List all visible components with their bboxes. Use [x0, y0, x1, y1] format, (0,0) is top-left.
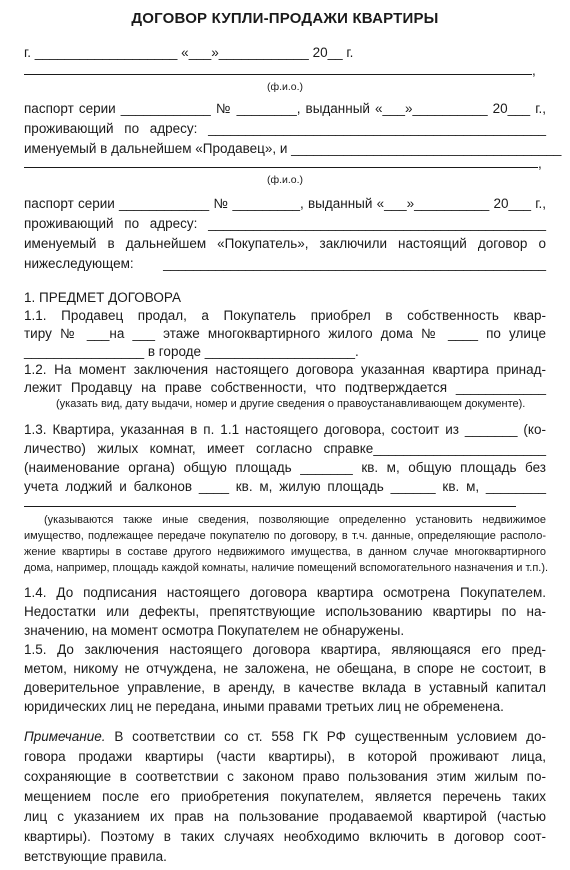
- clause-1-4-line: 1.4. До подписания настоящего договора квартира осмотрена Покупателем.: [24, 585, 546, 600]
- seller-named-line: именуемый в дальнейшем «Продавец», и ____________________________________: [24, 141, 562, 156]
- clause-1-5-line: метом, никому не отчуждена, не заложена, не обещана, в споре не состоит, в: [24, 661, 546, 676]
- seller-passport-line: паспорт серии ____________ № ________, выданный «___»__________ 20___ г.,: [24, 101, 546, 116]
- clause-1-3-line: личество) жилых комнат, имеет согласно справке_______________________: [24, 441, 546, 456]
- clause-1-3-note: имущество, подлежащее передаче покупателю по договору, в т.ч. данные, определяющие располо-: [24, 530, 546, 542]
- buyer-passport-line: паспорт серии ____________ № _________, выданный «___»__________ 20___ г.,: [24, 196, 546, 211]
- clause-1-3-note: дома, например, площадь каждой комнаты, наличие помещений вспомогательного назначения и т.п.).: [24, 562, 549, 574]
- buyer-address-line: проживающий по адресу: _____________________________________________: [24, 216, 546, 231]
- buyer-following-line: нижеследующем: ___________________________________________________: [24, 256, 546, 271]
- note-line: сохраняющие в соответствии с законом право пользования этим жилым по-: [24, 769, 546, 784]
- clause-1-3-note: жение квартиры в составе другого недвижимого имущества, в данном случае многоквартирного: [24, 546, 546, 558]
- clause-1-2-line: лежит Продавцу на праве собственности, что подтверждается ____________: [24, 380, 546, 395]
- note-line: лиц с указанием их прав на пользование продаваемой квартирой (частью: [24, 809, 546, 824]
- clause-1-4-line: значению, на момент осмотра Покупателем не обнаружены.: [24, 623, 405, 638]
- clause-1-3-line: учета лоджий и балконов ____ кв. м, жилую площадь ______ кв. м, ________: [24, 479, 546, 494]
- clause-1-3-rule: [24, 506, 516, 507]
- comma: ,: [532, 63, 536, 78]
- clause-1-5-line: юридических лиц не передана, иными правами третьих лиц не обременена.: [24, 699, 504, 714]
- note-label: Примечание.: [24, 729, 106, 744]
- buyer-named-line: именуемый в дальнейшем «Покупатель», заключили настоящий договор о: [24, 236, 546, 251]
- clause-1-2-note: (указать вид, дату выдачи, номер и другие сведения о правоустанавливающем документе).: [56, 398, 526, 410]
- clause-1-1-line: ________________ в городе ____________________.: [24, 344, 359, 359]
- section-1-title: 1. ПРЕДМЕТ ДОГОВОРА: [24, 290, 181, 305]
- clause-1-2-line: 1.2. На момент заключения настоящего договора указанная квартира принад-: [24, 362, 546, 377]
- document-title: ДОГОВОР КУПЛИ-ПРОДАЖИ КВАРТИРЫ: [131, 10, 439, 27]
- note-line: ветствующие правила.: [24, 849, 167, 864]
- note-line: квартиры). Поэтому в таких случаях необходимо включить в договор соот-: [24, 829, 546, 844]
- clause-1-1-line: 1.1. Продавец продал, а Покупатель приобрел в собственность квар-: [24, 308, 546, 323]
- clause-1-3-line: (наименование органа) общую площадь _______ кв. м, общую площадь без: [24, 460, 546, 475]
- clause-1-1-line: тиру № ___на ___ этаже многоквартирного жилого дома № ____ по улице: [24, 326, 546, 341]
- clause-1-3-line: 1.3. Квартира, указанная в п. 1.1 настоящего договора, состоит из _______ (ко-: [24, 422, 546, 437]
- note-line: [24, 728, 546, 745]
- clause-1-5-line: 1.5. До заключения настоящего договора квартира, являющаяся его пред-: [24, 642, 546, 657]
- seller-address-line: проживающий по адресу: _____________________________________________: [24, 121, 546, 136]
- clause-1-4-line: Недостатки или дефекты, препятствующие использованию квартиры по на-: [24, 604, 546, 619]
- city-date-line: г. ___________________ «___»____________ 20__ г.: [24, 45, 354, 60]
- party2-fio-rule: [24, 167, 538, 168]
- note-line: мещением после его приобретения покупателем, является перечень таких: [24, 789, 546, 804]
- party1-fio-rule: [24, 74, 532, 75]
- fio-caption: (ф.и.о.): [266, 174, 304, 186]
- fio-caption: (ф.и.о.): [266, 81, 304, 93]
- note-text: В соответствии со ст. 558 ГК РФ существенным условием до-: [105, 729, 546, 744]
- comma: ,: [538, 156, 542, 171]
- note-line: говора продажи квартиры (части квартиры), в которой проживают лица,: [24, 749, 546, 764]
- clause-1-5-line: доверительное управление, в аренду, в качестве вклада в уставный капитал: [24, 680, 546, 695]
- clause-1-3-note: (указываются также иные сведения, позволяющие определенно установить недвижимое: [44, 514, 546, 526]
